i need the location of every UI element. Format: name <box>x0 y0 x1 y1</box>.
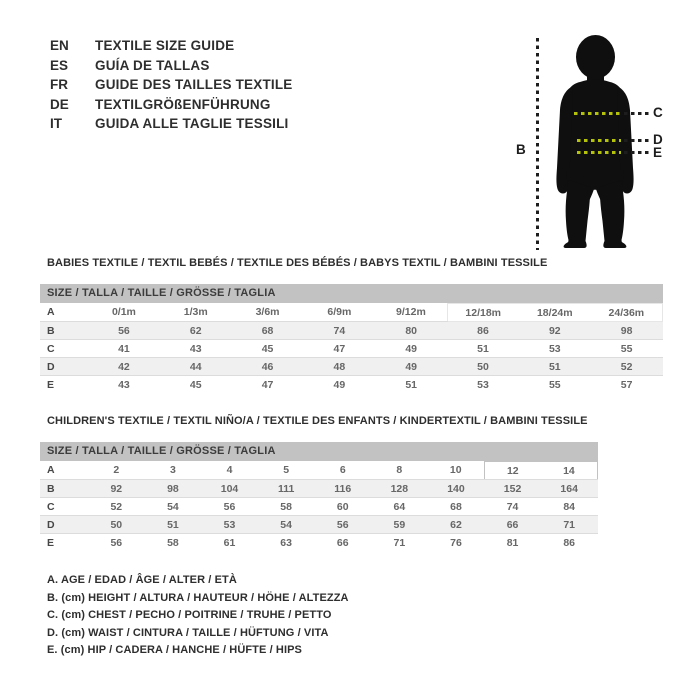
table-cell: 55 <box>591 340 663 358</box>
table-cell: 53 <box>477 378 489 391</box>
child-figure-area <box>0 0 700 260</box>
hip-measure-line-e <box>577 151 621 154</box>
table-cell: 81 <box>506 536 519 549</box>
table-cell: 53 <box>201 516 258 534</box>
table-row <box>40 516 598 534</box>
measure-label-e: E <box>653 145 663 160</box>
table-cell: 49 <box>333 378 346 391</box>
language-guide-title: GUIDA ALLE TAGLIE TESSILI <box>95 116 289 131</box>
table-cell: 5 <box>258 462 315 480</box>
table-cell: 128 <box>371 480 428 498</box>
legend-line: E. (cm) HIP / CADERA / HANCHE / HÜFTE / HIPS <box>47 644 302 656</box>
table-cell: 58 <box>167 536 179 549</box>
babies-size-header: SIZE / TALLA / TAILLE / GRÖSSE / TAGLIA <box>40 284 663 303</box>
table-cell: 92 <box>519 322 591 340</box>
table-cell: 116 <box>314 480 371 498</box>
table-cell: 76 <box>450 536 462 549</box>
table-cell: 51 <box>405 378 417 391</box>
language-code: DE <box>50 96 69 112</box>
table-cell: 51 <box>519 358 591 376</box>
table-cell: 98 <box>145 480 202 498</box>
table-cell: 98 <box>591 322 663 340</box>
table-cell: 50 <box>88 516 145 534</box>
table-row <box>40 340 663 358</box>
table-cell: 43 <box>160 340 232 358</box>
table-cell: 6/9m <box>303 304 375 322</box>
height-measure-line-b <box>536 38 539 250</box>
row-label: B <box>40 480 88 498</box>
table-cell: 48 <box>303 358 375 376</box>
table-cell: 56 <box>314 516 371 534</box>
table-row <box>40 498 598 516</box>
row-label: E <box>47 378 55 391</box>
measure-label-b: B <box>516 142 526 157</box>
table-cell: 0/1m <box>88 304 160 322</box>
children-section <box>40 415 598 551</box>
language-code: IT <box>50 116 62 131</box>
language-guide-title: GUIDE DES TAILLES TEXTILE <box>95 77 293 92</box>
measure-label-d: D <box>653 132 663 147</box>
chest-measure-leader-c <box>624 112 650 115</box>
table-cell: 54 <box>258 516 315 534</box>
table-cell: 14 <box>541 462 598 480</box>
table-cell: 18/24m <box>519 304 591 322</box>
table-cell: 86 <box>563 536 576 549</box>
table-cell: 56 <box>88 322 160 340</box>
row-label: B <box>40 322 88 340</box>
table-cell: 3/6m <box>232 304 304 322</box>
row-label: A <box>40 462 88 480</box>
table-cell: 45 <box>232 340 304 358</box>
table-cell: 140 <box>428 480 485 498</box>
table-cell: 46 <box>232 358 304 376</box>
table-cell: 64 <box>371 498 428 516</box>
table-cell: 80 <box>375 322 447 340</box>
waist-measure-leader-d <box>624 139 650 142</box>
row-label: C <box>40 340 88 358</box>
table-cell: 57 <box>620 378 633 391</box>
language-guide-title: TEXTILGRÖßENFÜHRUNG <box>95 96 271 112</box>
table-cell: 49 <box>375 340 447 358</box>
table-cell: 42 <box>88 358 160 376</box>
table-cell: 58 <box>258 498 315 516</box>
table-row <box>40 376 663 394</box>
table-cell: 56 <box>110 536 123 549</box>
row-label: C <box>40 498 88 516</box>
measure-label-c: C <box>653 105 663 120</box>
table-cell: 111 <box>258 480 315 498</box>
table-cell: 53 <box>519 340 591 358</box>
measurement-legend <box>47 572 349 660</box>
table-row <box>40 358 663 376</box>
table-cell: 56 <box>201 498 258 516</box>
table-cell: 92 <box>88 480 145 498</box>
table-cell: 74 <box>303 322 375 340</box>
children-table <box>40 461 598 551</box>
table-cell: 63 <box>280 536 292 549</box>
children-section-title: CHILDREN'S TEXTILE / TEXTIL NIÑO/A / TEXTILE DES ENFANTS / KINDERTEXTIL / BAMBINI TESSILE <box>47 415 588 427</box>
table-row <box>40 322 663 340</box>
hip-measure-leader-e <box>624 151 650 154</box>
row-label: A <box>40 304 88 322</box>
table-cell: 43 <box>118 378 130 391</box>
table-cell: 6 <box>314 462 371 480</box>
table-cell: 4 <box>201 462 258 480</box>
legend-line: D. (cm) WAIST / CINTURA / TAILLE / HÜFTUNG / VITA <box>47 626 329 639</box>
table-cell: 68 <box>232 322 304 340</box>
chest-measure-line-c <box>574 112 620 115</box>
table-cell: 104 <box>201 480 258 498</box>
table-cell: 8 <box>371 462 428 480</box>
table-cell: 51 <box>145 516 202 534</box>
table-cell: 152 <box>484 480 541 498</box>
table-cell: 47 <box>261 378 274 391</box>
table-cell: 55 <box>548 378 561 391</box>
table-cell: 45 <box>189 378 202 391</box>
table-cell: 54 <box>145 498 202 516</box>
table-cell: 84 <box>541 498 598 516</box>
table-row <box>40 480 598 498</box>
table-cell: 59 <box>371 516 428 534</box>
table-cell: 51 <box>447 340 519 358</box>
table-row <box>40 462 598 480</box>
table-cell: 62 <box>160 322 232 340</box>
row-label: E <box>47 536 55 549</box>
table-cell: 71 <box>393 536 406 549</box>
row-label: D <box>40 358 88 376</box>
row-label: D <box>40 516 88 534</box>
table-cell: 24/36m <box>591 304 663 322</box>
language-guide-title: TEXTILE SIZE GUIDE <box>95 38 235 53</box>
table-cell: 52 <box>88 498 145 516</box>
language-code: ES <box>50 57 69 73</box>
table-row <box>40 534 598 552</box>
babies-section <box>40 257 663 393</box>
table-cell: 47 <box>303 340 375 358</box>
table-cell: 66 <box>336 536 349 549</box>
table-cell: 60 <box>314 498 371 516</box>
table-cell: 12/18m <box>447 304 519 322</box>
table-row <box>40 304 663 322</box>
table-cell: 44 <box>160 358 232 376</box>
table-cell: 3 <box>145 462 202 480</box>
language-guide-title: GUÍA DE TALLAS <box>95 57 210 73</box>
language-code: EN <box>50 38 69 53</box>
table-cell: 1/3m <box>160 304 232 322</box>
legend-line: A. AGE / EDAD / ÂGE / ALTER / ETÀ <box>47 574 237 586</box>
babies-table <box>40 303 663 393</box>
legend-line: B. (cm) HEIGHT / ALTURA / HAUTEUR / HÖHE / ALTEZZA <box>47 591 349 604</box>
waist-measure-line-d <box>577 139 621 142</box>
table-cell: 68 <box>428 498 485 516</box>
table-cell: 10 <box>428 462 485 480</box>
table-cell: 12 <box>484 462 541 480</box>
children-size-header: SIZE / TALLA / TAILLE / GRÖSSE / TAGLIA <box>40 442 598 461</box>
table-cell: 52 <box>591 358 663 376</box>
table-cell: 50 <box>447 358 519 376</box>
table-cell: 164 <box>541 480 598 498</box>
table-cell: 74 <box>484 498 541 516</box>
table-cell: 86 <box>447 322 519 340</box>
table-cell: 71 <box>541 516 598 534</box>
table-cell: 49 <box>375 358 447 376</box>
language-code: FR <box>50 77 68 92</box>
legend-line: C. (cm) CHEST / PECHO / POITRINE / TRUHE / PETTO <box>47 609 332 621</box>
table-cell: 66 <box>484 516 541 534</box>
table-cell: 61 <box>223 536 236 549</box>
table-cell: 2 <box>88 462 145 480</box>
babies-section-title: BABIES TEXTILE / TEXTIL BEBÉS / TEXTILE DES BÉBÉS / BABYS TEXTIL / BAMBINI TESSILE <box>47 257 548 269</box>
table-cell: 62 <box>428 516 485 534</box>
table-cell: 41 <box>88 340 160 358</box>
table-cell: 9/12m <box>375 304 447 322</box>
